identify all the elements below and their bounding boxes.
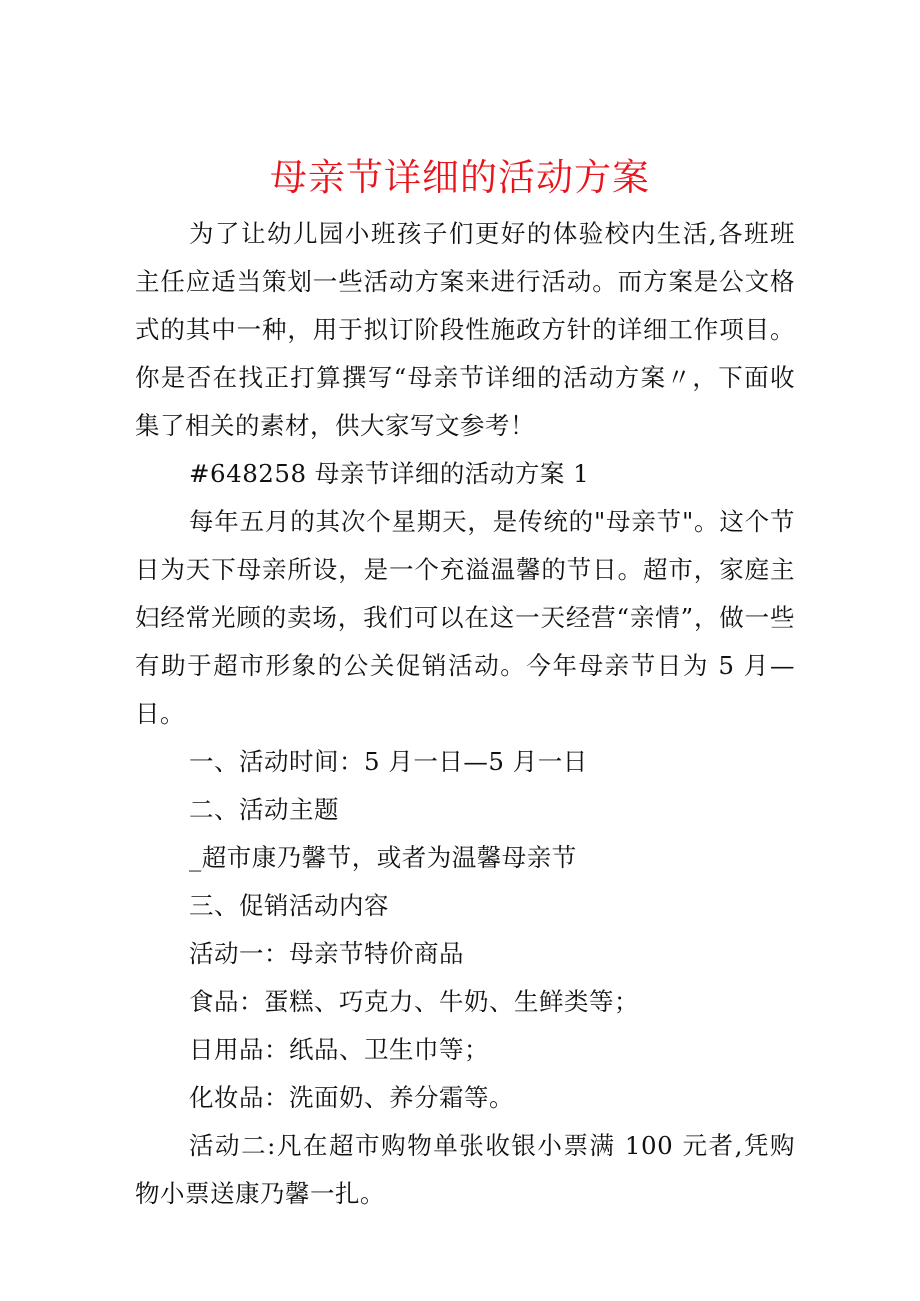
food-line: 食品：蛋糕、巧克力、牛奶、生鲜类等；: [189, 987, 639, 1016]
activity-time-line: 一、活动时间：5 月一日—5 月一日: [189, 747, 588, 776]
daily-goods-line: 日用品：纸品、卫生巾等；: [189, 1035, 489, 1064]
cosmetics-line: 化妆品：洗面奶、养分霜等。: [189, 1083, 514, 1112]
promotion-content-heading: 三、促销活动内容: [189, 891, 389, 920]
intro-paragraph: 为了让幼儿园小班孩子们更好的体验校内生活,各班班主任应适当策划一些活动方案来进行活动。而方案是公文格式的其中一种，用于拟订阶段性施政方针的详细工作项目。你是否在找正打算撰写“母亲节详细的活动方案〃，下面收集了相关的素材，供大家写文参考！: [135, 219, 795, 440]
activity-one-line: 活动一：母亲节特价商品: [189, 939, 464, 968]
mothers-day-paragraph: 每年五月的其次个星期天，是传统的"母亲节"。这个节日为天下母亲所设，是一个充溢温馨的节日。超市，家庭主妇经常光顾的卖场，我们可以在这一天经营“亲情”，做一些有助于超市形象的公关促销活动。今年母亲节日为 5 月—日。: [135, 507, 795, 728]
section-heading: #648258 母亲节详细的活动方案 1: [189, 459, 590, 488]
activity-theme-heading: 二、活动主题: [189, 795, 339, 824]
activity-theme-line: _超市康乃馨节，或者为温馨母亲节: [189, 843, 577, 872]
document-body: [135, 210, 795, 1218]
document-title: 母亲节详细的活动方案: [270, 156, 650, 199]
activity-two-paragraph: 活动二:凡在超市购物单张收银小票满 100 元者,凭购物小票送康乃馨一扎。: [135, 1131, 795, 1208]
